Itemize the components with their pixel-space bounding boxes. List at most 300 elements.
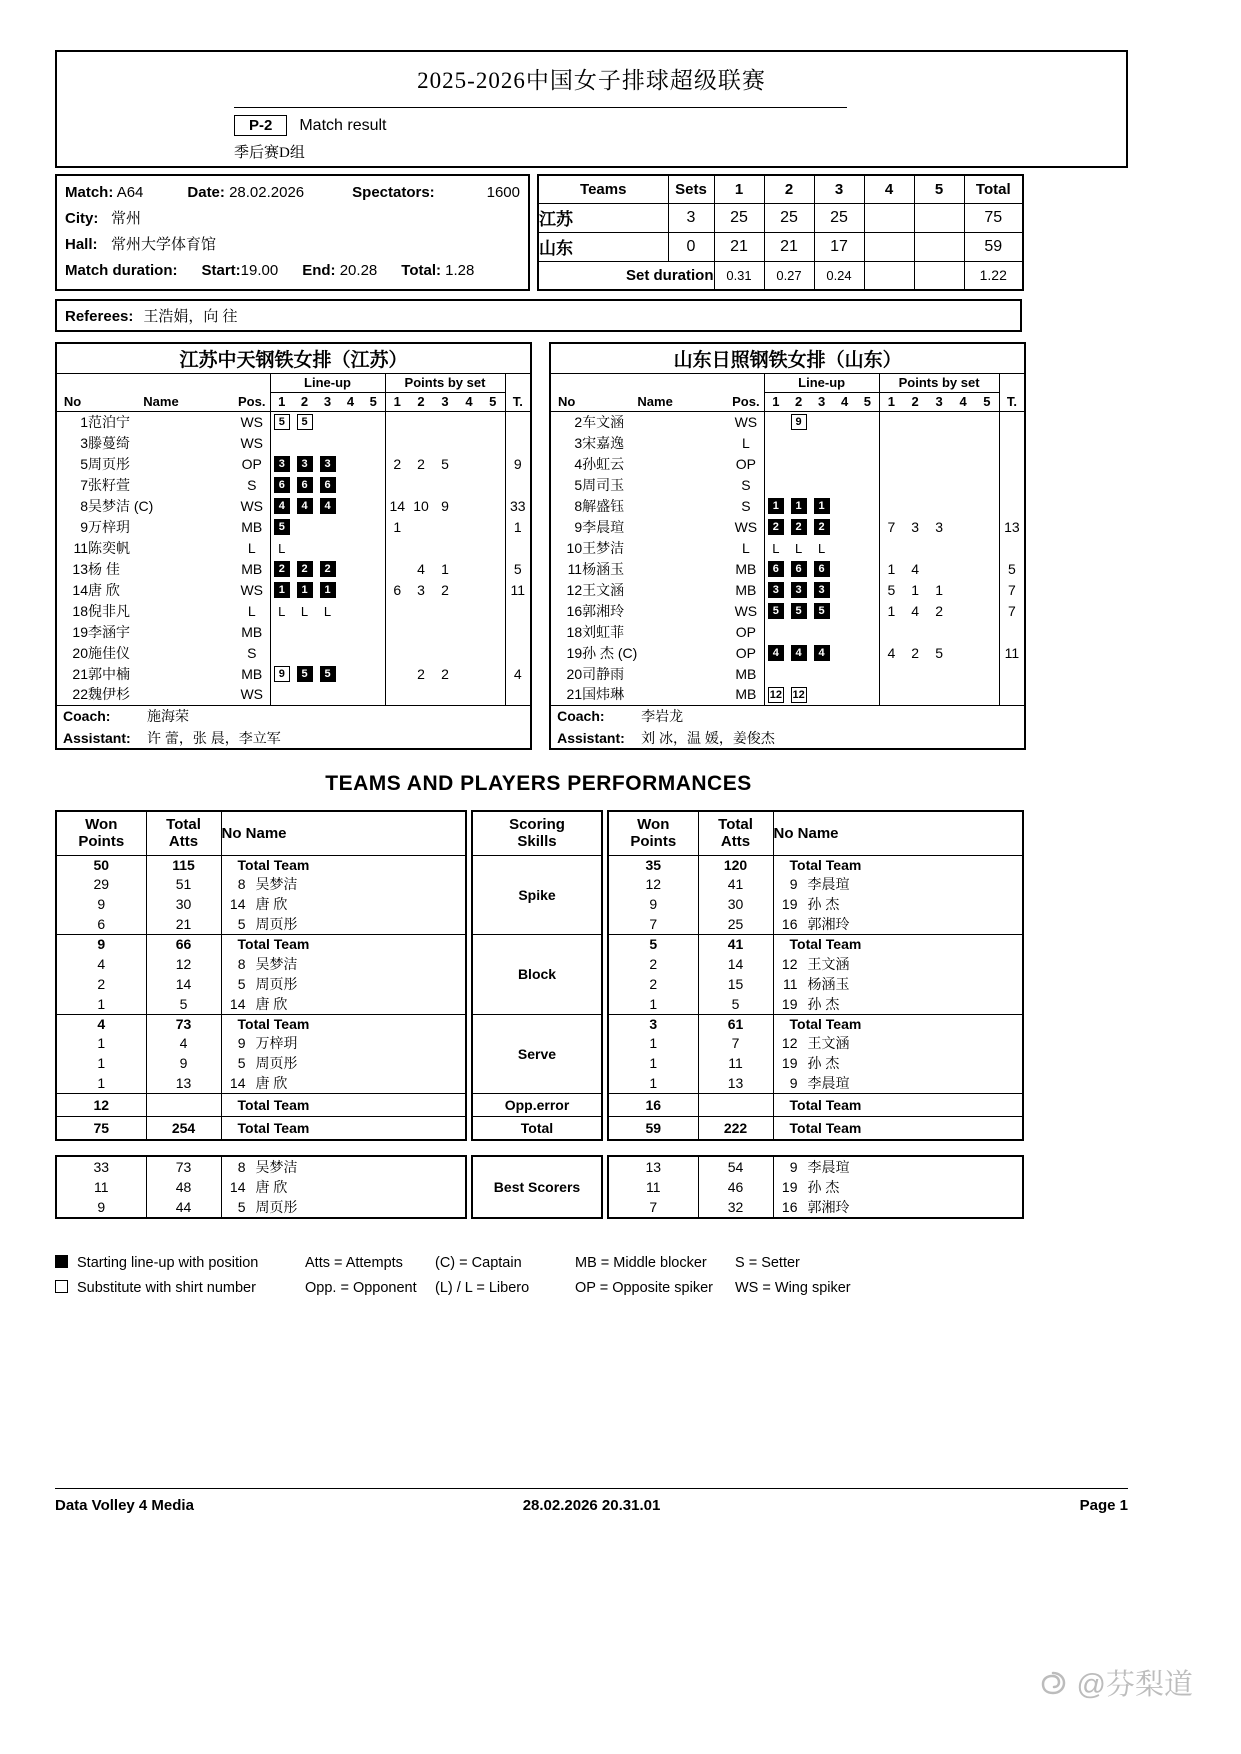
player-row — [550, 411, 1025, 432]
player-number: 8 — [237, 876, 246, 892]
lineup-cell — [339, 516, 362, 537]
libero-mark: L — [300, 603, 309, 619]
won-points-value: 2 — [56, 974, 146, 994]
points-cell — [975, 558, 999, 579]
header-divider — [234, 107, 847, 108]
report-sub-block — [234, 107, 1126, 162]
points-cell — [975, 684, 999, 705]
match-report-page — [55, 50, 1129, 1514]
points-cell: 4 — [911, 602, 919, 619]
lineup-cell — [810, 642, 833, 663]
points-cell — [927, 558, 951, 579]
won-points-header: Won Points — [608, 811, 698, 855]
coach-name: 施海荣 — [147, 708, 189, 725]
player-name: 唐 欣 — [255, 1075, 288, 1091]
no-name-cell — [773, 914, 1023, 935]
lineup-cell — [339, 558, 362, 579]
player-number: 5 — [237, 975, 246, 992]
no-name-cell — [773, 935, 1023, 954]
no-header: No — [56, 392, 88, 411]
points-cell — [385, 432, 409, 453]
player-name: 周页彤 — [255, 975, 298, 992]
starting-position-box: 2 — [791, 519, 807, 535]
starting-position-box: 6 — [814, 561, 830, 577]
points-cell: 1 — [935, 581, 943, 598]
points-cell — [481, 432, 505, 453]
lineup-cell — [810, 600, 833, 621]
points-cell — [951, 537, 975, 558]
spectators-label: Spectators: — [352, 184, 435, 201]
total-atts-value: 21 — [146, 914, 221, 935]
lineup-cell — [270, 411, 293, 432]
set3-header: 3 — [814, 175, 864, 203]
player-name: 郭中楠 — [88, 665, 130, 682]
player-position: WS — [234, 684, 270, 705]
points-total — [505, 432, 531, 453]
report-type-row — [234, 115, 1126, 136]
won-points-value: 11 — [56, 1177, 146, 1197]
lineup-cell — [787, 453, 810, 474]
points-cell — [409, 474, 433, 495]
points-cell — [409, 684, 433, 705]
player-position: OP — [234, 453, 270, 474]
total-atts-value: 48 — [146, 1177, 221, 1197]
lineup-cell — [764, 684, 787, 705]
performance-header-row — [56, 811, 1023, 855]
points-total: 7 — [1008, 581, 1016, 598]
player-row — [56, 642, 531, 663]
substitute-shirt-box: 9 — [791, 414, 807, 430]
points-total: 11 — [510, 581, 526, 598]
points-total — [999, 432, 1025, 453]
points-cell — [457, 516, 481, 537]
no-name-cell — [773, 1053, 1023, 1073]
lineup-cell — [787, 495, 810, 516]
set-score: 25 — [714, 203, 764, 232]
won-points-value: 2 — [608, 974, 698, 994]
team-title-row — [550, 343, 1025, 373]
starting-position-box: 5 — [814, 603, 830, 619]
player-name: 孙 杰 — [807, 896, 840, 912]
points-cell — [457, 642, 481, 663]
team-result-row — [538, 232, 1023, 261]
spacer — [466, 1073, 472, 1094]
lineup-cell — [362, 516, 385, 537]
set-number: 4 — [339, 392, 362, 411]
lineup-cell — [293, 495, 316, 516]
total-atts-value: 32 — [698, 1197, 773, 1218]
points-cell — [409, 537, 433, 558]
lineup-cell — [764, 537, 787, 558]
points-cell — [433, 411, 457, 432]
points-cell — [951, 642, 975, 663]
starting-position-box: 4 — [814, 645, 830, 661]
set-duration — [914, 261, 964, 290]
lineup-cell — [856, 684, 879, 705]
points-cell — [975, 411, 999, 432]
substitute-shirt-box: 5 — [297, 414, 313, 430]
points-cell — [903, 495, 927, 516]
lineup-cell — [270, 579, 293, 600]
footer-timestamp: 28.02.2026 20.31.01 — [522, 1497, 661, 1514]
player-number: 7 — [80, 476, 88, 493]
player-position: L — [234, 600, 270, 621]
total-atts-value: 12 — [146, 954, 221, 974]
no-name-cell — [773, 1156, 1023, 1177]
player-number: 19 — [781, 1055, 798, 1071]
points-cell — [457, 663, 481, 684]
player-position: L — [728, 432, 764, 453]
points-cell: 4 — [911, 560, 919, 577]
competition-title: 2025-2026中国女子排球超级联赛 — [417, 68, 766, 93]
lineup-cell — [270, 558, 293, 579]
player-position: S — [234, 642, 270, 663]
points-cell — [481, 474, 505, 495]
lineup-cell — [362, 432, 385, 453]
lineup-cell — [316, 600, 339, 621]
lineup-cell — [833, 642, 856, 663]
player-name: 万梓玥 — [255, 1035, 298, 1051]
legend-item — [305, 1280, 435, 1296]
lineup-cell — [362, 537, 385, 558]
performance-row — [56, 1117, 1023, 1140]
total-atts-value: 54 — [698, 1156, 773, 1177]
player-name: 孙 杰 — [807, 1178, 840, 1195]
team-title: 江苏中天钢铁女排（江苏） — [56, 343, 531, 373]
player-name: 唐 欣 — [88, 581, 120, 598]
coach-row — [550, 705, 1025, 727]
no-name-cell — [773, 974, 1023, 994]
total-team-label: Total Team — [237, 1097, 310, 1113]
lineup-cell — [833, 558, 856, 579]
total-atts-value: 11 — [698, 1053, 773, 1073]
libero-mark: L — [772, 540, 780, 556]
points-cell — [879, 474, 903, 495]
points-total: 11 — [1004, 644, 1020, 661]
skill-label: Block — [472, 935, 602, 1015]
points-total — [999, 474, 1025, 495]
points-cell — [903, 432, 927, 453]
no-name-cell — [773, 1117, 1023, 1140]
starting-position-box: 3 — [320, 456, 336, 472]
points-total: 7 — [1008, 602, 1016, 619]
spacer — [466, 1033, 472, 1053]
points-cell — [481, 537, 505, 558]
player-position: S — [728, 474, 764, 495]
match-city: City: 常州 — [65, 210, 142, 227]
player-name: 王文涵 — [582, 581, 625, 598]
starting-position-box: 3 — [814, 582, 830, 598]
lineup-cell — [833, 474, 856, 495]
points-cell — [481, 558, 505, 579]
set-number: 1 — [764, 392, 787, 411]
points-cell — [927, 684, 951, 705]
no-name-cell — [221, 1033, 466, 1053]
player-name: 王文涵 — [807, 955, 850, 972]
starting-position-box: 4 — [791, 645, 807, 661]
legend-text: Atts = Attempts — [305, 1254, 403, 1271]
spacer — [466, 974, 472, 994]
points-cell — [481, 621, 505, 642]
won-points-value: 13 — [608, 1156, 698, 1177]
coach-row — [56, 705, 531, 727]
player-number: 3 — [574, 434, 583, 451]
set2-header: 2 — [764, 175, 814, 203]
player-number: 8 — [80, 497, 88, 514]
set-number: 3 — [927, 392, 951, 411]
report-name: Match result — [299, 116, 387, 134]
player-name: 周司玉 — [582, 476, 625, 493]
lineup-cell — [293, 684, 316, 705]
match-duration — [65, 258, 520, 284]
starting-position-box: 6 — [297, 477, 313, 493]
lineup-cell — [810, 516, 833, 537]
lineup-cell — [787, 474, 810, 495]
player-number: 20 — [72, 644, 88, 661]
won-points-value: 9 — [608, 894, 698, 914]
player-name: 王文涵 — [807, 1035, 850, 1051]
player-name: 郭湘玲 — [582, 602, 625, 619]
set-score: 17 — [814, 232, 864, 261]
points-cell — [951, 495, 975, 516]
player-number: 19 — [781, 995, 798, 1012]
player-row — [550, 432, 1025, 453]
points-cell — [457, 537, 481, 558]
player-position: WS — [234, 411, 270, 432]
no-name-header: No Name — [221, 811, 466, 855]
spacer — [466, 914, 472, 935]
starting-position-box: 1 — [768, 498, 784, 514]
won-points-value: 1 — [608, 1033, 698, 1053]
points-cell — [457, 558, 481, 579]
spacer — [466, 954, 472, 974]
points-cell — [409, 621, 433, 642]
lineup-cell — [833, 453, 856, 474]
points-cell: 2 — [393, 455, 402, 472]
points-cell — [409, 516, 433, 537]
performance-table — [55, 810, 1024, 1141]
points-cell — [903, 684, 927, 705]
lineup-cell — [764, 558, 787, 579]
total-atts-value: 46 — [698, 1177, 773, 1197]
set-number: 3 — [316, 392, 339, 411]
best-scorers-label: Best Scorers — [472, 1156, 602, 1218]
points-cell — [951, 474, 975, 495]
player-number: 19 — [781, 896, 798, 912]
lineup-cell — [856, 453, 879, 474]
points-cell: 6 — [393, 581, 402, 598]
starting-position-box: 6 — [768, 561, 784, 577]
lineup-cell — [270, 621, 293, 642]
points-total — [999, 495, 1025, 516]
no-name-cell — [221, 1177, 466, 1197]
total-team-label: Total Team — [237, 856, 310, 873]
lineup-cell — [362, 474, 385, 495]
spectators-value: 1600 — [486, 184, 520, 201]
starting-position-box: 5 — [274, 519, 290, 535]
player-name: 司静雨 — [582, 665, 625, 682]
lineup-cell — [833, 579, 856, 600]
legend-text: S = Setter — [735, 1254, 800, 1271]
starting-position-box: 5 — [297, 666, 313, 682]
player-number: 9 — [789, 1075, 798, 1091]
lineup-cell — [270, 600, 293, 621]
won-points-value: 16 — [608, 1094, 698, 1117]
no-name-cell — [773, 1033, 1023, 1053]
player-row — [550, 516, 1025, 537]
total-atts-value: 9 — [146, 1053, 221, 1073]
player-row — [550, 537, 1025, 558]
best-scorers-table — [55, 1155, 1024, 1219]
spacer — [466, 1197, 472, 1218]
lineup-cell — [362, 600, 385, 621]
no-name-cell — [221, 874, 466, 894]
total-team-label: Total Team — [789, 1015, 862, 1032]
results-header-row — [538, 175, 1023, 203]
starting-position-box: 2 — [320, 561, 336, 577]
total-header: Total — [964, 175, 1023, 203]
lineup-cell — [787, 558, 810, 579]
player-row — [56, 537, 531, 558]
starting-lineup-square-icon — [55, 1255, 68, 1268]
lineup-cell — [833, 663, 856, 684]
set5-header: 5 — [914, 175, 964, 203]
player-row — [550, 621, 1025, 642]
lineup-cell — [833, 621, 856, 642]
legend-text: Starting line-up with position — [77, 1254, 259, 1271]
points-cell: 9 — [441, 497, 449, 514]
points-total — [505, 474, 531, 495]
player-name: 李晨瑄 — [807, 1075, 850, 1091]
set-duration: 0.24 — [814, 261, 864, 290]
player-number: 19 — [781, 1178, 798, 1195]
lineup-cell — [833, 537, 856, 558]
lineup-cell — [316, 579, 339, 600]
lineup-cell — [316, 411, 339, 432]
points-cell — [481, 411, 505, 432]
starting-position-box: 3 — [274, 456, 290, 472]
points-cell: 7 — [887, 518, 896, 535]
total-atts-value: 254 — [146, 1117, 221, 1140]
set-number: 5 — [975, 392, 999, 411]
referees-box — [55, 299, 1022, 332]
points-cell — [975, 579, 999, 600]
won-points-value: 50 — [56, 855, 146, 874]
lineup-cell — [856, 537, 879, 558]
points-cell — [951, 600, 975, 621]
player-name: 周页彤 — [255, 1198, 298, 1215]
player-number: 12 — [781, 955, 798, 972]
player-number: 14 — [229, 995, 246, 1012]
sets-header: Sets — [668, 175, 714, 203]
set-duration-label: Set duration — [538, 261, 714, 290]
set-number: 1 — [879, 392, 903, 411]
legend-text: (C) = Captain — [435, 1254, 522, 1271]
player-name: 魏伊杉 — [88, 686, 130, 703]
won-points-value: 1 — [56, 994, 146, 1015]
points-cell: 2 — [935, 602, 943, 619]
total-points: 59 — [964, 232, 1023, 261]
watermark-doodle-icon — [1034, 1664, 1072, 1702]
skill-label: Opp.error — [472, 1094, 602, 1117]
set-duration: 0.27 — [764, 261, 814, 290]
lineup-cell — [293, 474, 316, 495]
won-points-value: 1 — [608, 1073, 698, 1094]
no-name-cell — [773, 874, 1023, 894]
points-cell — [879, 453, 903, 474]
set-number: 4 — [951, 392, 975, 411]
player-name: 周页彤 — [255, 1055, 298, 1071]
starting-position-box: 4 — [768, 645, 784, 661]
player-number: 5 — [574, 476, 583, 493]
lineup-cell — [293, 558, 316, 579]
points-cell: 10 — [413, 497, 429, 514]
total-team-label: Total Team — [237, 936, 310, 953]
player-number: 9 — [574, 518, 583, 535]
points-cell — [457, 474, 481, 495]
lineup-cell — [856, 663, 879, 684]
set-number: 5 — [481, 392, 505, 411]
lineup-cell — [810, 495, 833, 516]
set-number: 1 — [270, 392, 293, 411]
substitute-shirt-box: 5 — [274, 414, 290, 430]
player-row — [56, 411, 531, 432]
won-points-value: 6 — [56, 914, 146, 935]
roster-table-left — [55, 342, 532, 750]
lineup-cell — [362, 579, 385, 600]
lineup-cell — [764, 642, 787, 663]
lineup-cell — [316, 642, 339, 663]
starting-position-box: 1 — [274, 582, 290, 598]
lineup-cell — [787, 621, 810, 642]
points-cell: 5 — [887, 581, 896, 598]
points-cell — [385, 663, 409, 684]
player-row — [550, 663, 1025, 684]
substitute-shirt-box: 12 — [792, 688, 805, 701]
player-position: OP — [728, 453, 764, 474]
legend-item — [575, 1280, 735, 1296]
points-cell — [903, 621, 927, 642]
starting-position-box: 5 — [768, 603, 784, 619]
starting-position-box: 2 — [274, 561, 290, 577]
roster-group-header-row — [550, 373, 1025, 392]
won-points-value: 9 — [56, 1197, 146, 1218]
legend-text: Opp. = Opponent — [305, 1279, 417, 1296]
starting-position-box: 2 — [768, 519, 784, 535]
lineup-cell — [856, 558, 879, 579]
points-cell — [481, 495, 505, 516]
lineup-cell — [787, 642, 810, 663]
points-cell — [927, 432, 951, 453]
lineup-cell — [339, 474, 362, 495]
rosters-section — [55, 342, 1128, 750]
lineup-cell — [293, 537, 316, 558]
set-number: 2 — [787, 392, 810, 411]
player-position: S — [728, 495, 764, 516]
lineup-cell — [270, 495, 293, 516]
set-score: 21 — [714, 232, 764, 261]
lineup-cell — [787, 516, 810, 537]
no-name-header: No Name — [773, 811, 1023, 855]
points-total — [999, 411, 1025, 432]
legend — [55, 1255, 1128, 1296]
player-position: WS — [728, 600, 764, 621]
player-name: 杨涵玉 — [807, 975, 850, 992]
lineup-cell — [316, 621, 339, 642]
points-total — [505, 600, 531, 621]
player-number: 22 — [72, 686, 88, 703]
team-name: 江苏 — [538, 203, 668, 232]
